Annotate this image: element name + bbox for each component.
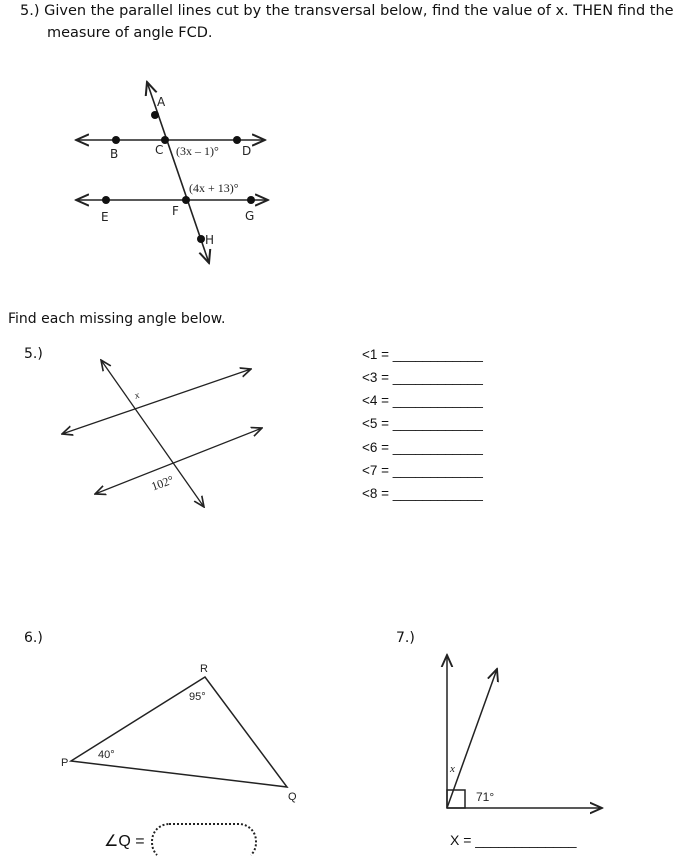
q5b-parallel-line-bottom [95,428,262,494]
vertex-r-label: R [200,663,208,675]
answer-blank[interactable]: ____________ [392,347,483,362]
problem-5-diagram [76,82,268,263]
answer-label: <6 = [362,440,390,455]
question-6-number: 6.) [24,630,43,646]
answer-blank[interactable]: ____________ [392,416,483,431]
q5b-angle-102-label: 102° [149,472,176,494]
answer-blank[interactable]: ____________ [392,440,483,455]
point-d [233,136,241,144]
point-g [247,196,255,204]
label-f: F [172,204,179,218]
section-instruction: Find each missing angle below. [8,311,226,327]
label-g: G [245,209,255,223]
answer-blank[interactable]: ____________ [392,370,483,385]
q5b-parallel-line-top [62,369,251,434]
answer-label: <4 = [362,393,390,408]
vertex-q-label: Q [288,791,297,803]
question-7-number: 7.) [396,630,415,646]
vertex-p-label: P [61,757,69,769]
answer-blank[interactable]: ____________ [392,393,483,408]
q7-angle-x-label: x [450,763,455,775]
point-h [197,235,205,243]
problem-5-prompt-line1: 5.) Given the parallel lines cut by the transversal below, find the value of x. THEN find the [20,3,674,19]
angle-p-label: 40° [98,749,115,761]
answer-blank[interactable]: ____________ [392,463,483,478]
answer-label: <8 = [362,486,390,501]
q7-answer-label: X = [450,832,472,848]
answer-label: <1 = [362,347,390,362]
angle-label-4x-plus-13: (4x + 13)° [189,181,239,195]
answer-blank[interactable]: ____________ [392,486,483,501]
point-e [102,196,110,204]
label-b: B [110,147,119,161]
answer-label: <7 = [362,463,390,478]
problem-5-points [102,111,255,243]
label-e: E [101,210,109,224]
q7-diagram [447,655,602,808]
label-c: C [155,143,164,157]
q7-diagonal-ray [447,669,497,808]
problem-5-prompt-line2: measure of angle FCD. [47,25,213,41]
q6-triangle [71,677,287,787]
point-f [182,196,190,204]
question-5b-number: 5.) [24,346,43,362]
answer-label: <5 = [362,416,390,431]
angle-r-label: 95° [189,691,206,703]
q6-answer-label: ∠Q = [104,833,145,850]
q7-angle-71-label: 71° [476,790,495,804]
point-b [112,136,120,144]
q5b-angle-x-label: x [133,389,142,402]
label-h: H [205,233,215,247]
label-a: A [157,95,166,109]
triangle-pqr [71,677,287,787]
answer-label: <3 = [362,370,390,385]
angle-label-3x-minus-1: (3x – 1)° [176,144,219,158]
label-d: D [242,144,252,158]
q7-answer-blank[interactable]: _____________ [475,832,577,848]
point-a [151,111,159,119]
